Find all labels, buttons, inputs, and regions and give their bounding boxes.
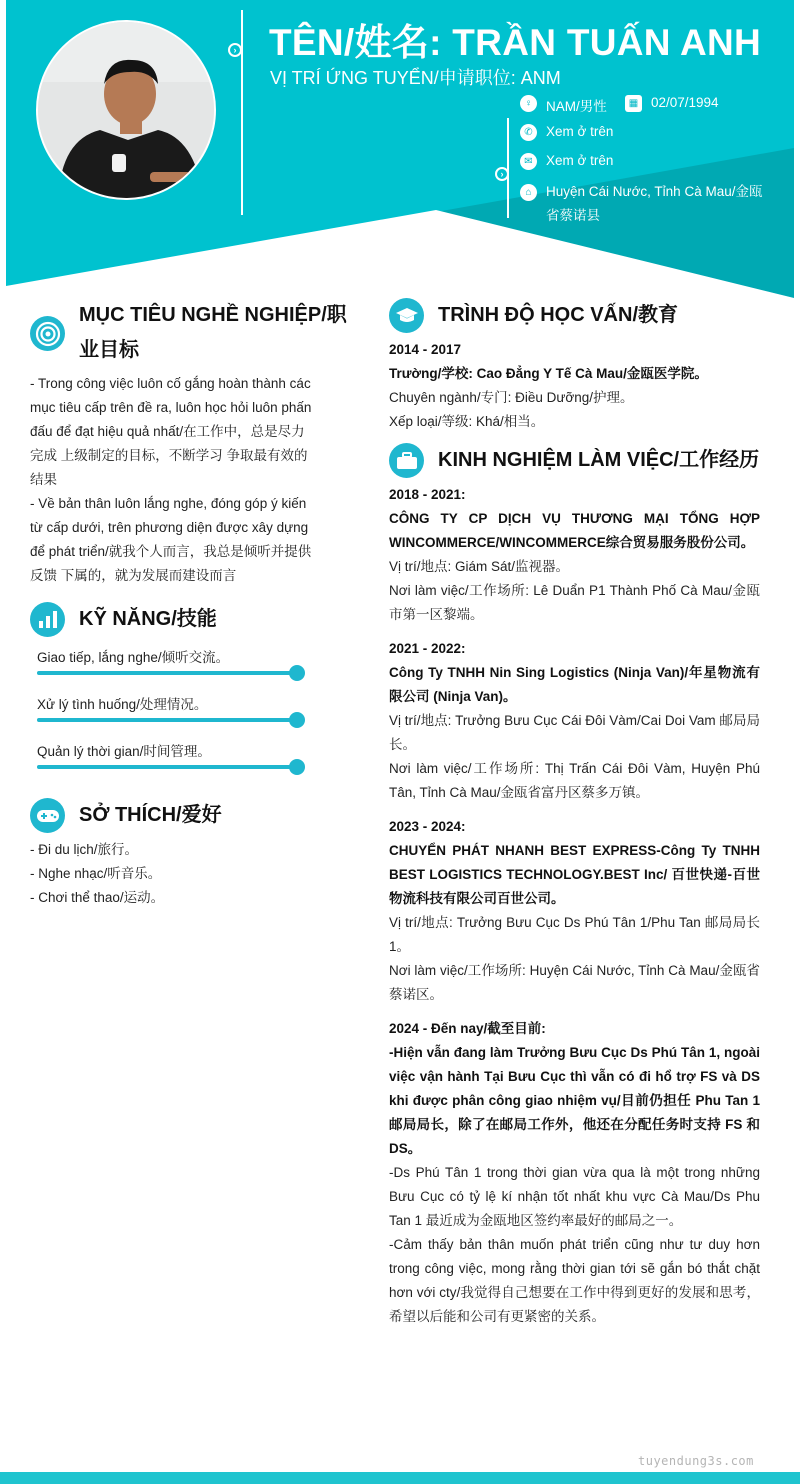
objective-title: MỤC TIÊU NGHỀ NGHIỆP/职业目标: [79, 304, 347, 361]
phone-value: Xem ở trên: [546, 124, 614, 139]
job-role: Vị trí/地点: Giám Sát/监视器。: [389, 559, 570, 574]
gamepad-icon: [30, 798, 65, 833]
skill-bar-knob: [289, 759, 305, 775]
job-place: Nơi làm việc/工作场所: Lê Duẩn P1 Thành Phố Cà Mau/金瓯市第一区黎端。: [389, 583, 760, 622]
birthday-value: 02/07/1994: [651, 95, 719, 110]
job-period: 2021 - 2022:: [389, 641, 466, 656]
skill-label: Xử lý tình huống/处理情况。: [37, 697, 208, 712]
education-major: Chuyên ngành/专门: Điều Dưỡng/护理。: [389, 390, 634, 405]
skill-bar-fill: [37, 718, 297, 722]
education-period: 2014 - 2017: [389, 342, 462, 357]
job-period: 2023 - 2024:: [389, 819, 466, 834]
birthday-row: [625, 95, 719, 112]
education-title: TRÌNH ĐỘ HỌC VẤN/教育: [438, 304, 678, 326]
footer-bar: [0, 1472, 800, 1484]
target-icon: [30, 316, 65, 351]
job-place: Nơi làm việc/工作场所: Thị Trấn Cái Đôi Vàm, Huyện Phú Tân, Tỉnh Cà Mau/金瓯省富丹区蔡多万镇。: [389, 761, 760, 800]
chevron-right-icon: ›: [228, 43, 242, 57]
hobby-item: - Chơi thể thao/运动。: [30, 890, 165, 905]
job-company: CHUYỂN PHÁT NHANH BEST EXPRESS-Công Ty TNHH BEST LOGISTICS TECHNOLOGY.BEST Inc/ 百世快递-百世物流科技有限公司百世公司。: [389, 843, 760, 906]
education-heading: [389, 298, 678, 333]
skill-bar-knob: [289, 712, 305, 728]
job-place: -Cảm thấy bản thân muốn phát triển cũng như tư duy hơn trong công việc, mong rằng thời gian tới sẽ gắn bó thắt chặt hơn với cty/我觉得自己想要在工作中得到更好的发展和思考，希望以后能和公司有更紧密的关系。: [389, 1237, 760, 1324]
job-company: -Hiện vẫn đang làm Trưởng Bưu Cục Ds Phú Tân 1, ngoài việc vận hành Tại Bưu Cục thì vẫn có đi hổ trợ FS và DS khi được phân công giao nhiệm vụ/目前仍担任 Phu Tan 1 邮局局长，除了在邮局工作外，他还在分配任务时支持 FS 和 DS。: [389, 1045, 760, 1156]
gender-row: [520, 95, 607, 115]
header-banner: [6, 0, 794, 298]
profile-photo: [36, 20, 216, 200]
candidate-name: TÊN/姓名: TRẦN TUẤN ANH: [269, 22, 762, 63]
graduation-cap-icon: [389, 298, 424, 333]
skill-bar-fill: [37, 671, 297, 675]
skill-label: Giao tiếp, lắng nghe/倾听交流。: [37, 650, 230, 665]
objective-text-1: - Trong công việc luôn cố gắng hoàn thành các mục tiêu cấp trên đề ra, luôn học hỏi luôn phấn đấu để đạt hiệu quả nhất/在工作中，总是尽力完成 上级制定的目标，不断学习 争取最有效的结果: [30, 376, 312, 487]
objective-text-2: - Về bản thân luôn lắng nghe, đóng góp ý kiến từ cấp dưới, trên phương diện được xây dựng để phát triển/就我个人而言，我总是倾听并提供反馈 下属的，就为发展而建设而言: [30, 496, 312, 583]
job-role: Vị trí/地点: Trưởng Bưu Cục Ds Phú Tân 1/Phu Tan 邮局局长1。: [389, 915, 760, 954]
hobby-item: - Nghe nhạc/听音乐。: [30, 866, 162, 881]
job-company: CÔNG TY CP DỊCH VỤ THƯƠNG MẠI TỔNG HỢP WINCOMMERCE/WINCOMMERCE综合贸易服务股份公司。: [389, 511, 760, 550]
hobbies-heading: [30, 798, 222, 833]
job-period: 2024 - Đến nay/截至目前:: [389, 1021, 546, 1036]
job-role: Vị trí/地点: Trưởng Bưu Cục Cái Đôi Vàm/Cai Doi Vam 邮局局长。: [389, 713, 760, 752]
job-role: -Ds Phú Tân 1 trong thời gian vừa qua là một trong những Bưu Cục có tỷ lệ kí nhận tốt nhất khu vực Cà Mau/Ds Phu Tan 1 最近成为金瓯地区签约率最好的邮局之一。: [389, 1165, 760, 1228]
education-school: Trường/学校: Cao Đẳng Y Tế Cà Mau/金瓯医学院。: [389, 366, 708, 381]
hobbies-title: SỞ THÍCH/爱好: [79, 804, 222, 826]
job-period: 2018 - 2021:: [389, 487, 466, 502]
address-row: [520, 182, 770, 228]
education-grade: Xếp loại/等级: Khá/相当。: [389, 414, 545, 429]
gender-icon: ♀: [520, 95, 537, 112]
skill-bar: [37, 671, 297, 675]
experience-heading: [389, 443, 759, 478]
contact-divider: [507, 118, 509, 218]
skill-bar-fill: [37, 765, 297, 769]
skill-bar: [37, 718, 297, 722]
job-company: Công Ty TNHH Nin Sing Logistics (Ninja Van)/年星物流有限公司 (Ninja Van)。: [389, 665, 760, 704]
calendar-icon: ▦: [625, 95, 642, 112]
applied-position: VỊ TRÍ ỨNG TUYỂN/申请职位: ANM: [270, 68, 561, 88]
skill-label: Quản lý thời gian/时间管理。: [37, 744, 211, 759]
home-icon: ⌂: [520, 184, 537, 201]
skill-bar-knob: [289, 665, 305, 681]
email-icon: ✉: [520, 153, 537, 170]
job-place: Nơi làm việc/工作场所: Huyện Cái Nước, Tỉnh Cà Mau/金瓯省蔡诺区。: [389, 963, 760, 1002]
skill-bar: [37, 765, 297, 769]
phone-row: [520, 124, 613, 141]
experience-title: KINH NGHIỆM LÀM VIỆC/工作经历: [438, 449, 760, 471]
email-value: Xem ở trên: [546, 153, 614, 168]
gender-value: NAM/男性: [546, 99, 607, 114]
hobby-item: - Đi du lịch/旅行。: [30, 842, 139, 857]
chevron-right-icon: ›: [495, 167, 509, 181]
skills-heading: [30, 602, 217, 637]
objective-heading: [30, 298, 350, 368]
watermark: tuyendung3s.com: [638, 1454, 754, 1468]
header-divider: [241, 10, 243, 215]
bar-chart-icon: [30, 602, 65, 637]
skills-title: KỸ NĂNG/技能: [79, 608, 217, 630]
phone-icon: ✆: [520, 124, 537, 141]
email-row: [520, 153, 613, 170]
address-value: Huyện Cái Nước, Tỉnh Cà Mau/金瓯省蔡诺县: [546, 184, 763, 223]
briefcase-icon: [389, 443, 424, 478]
